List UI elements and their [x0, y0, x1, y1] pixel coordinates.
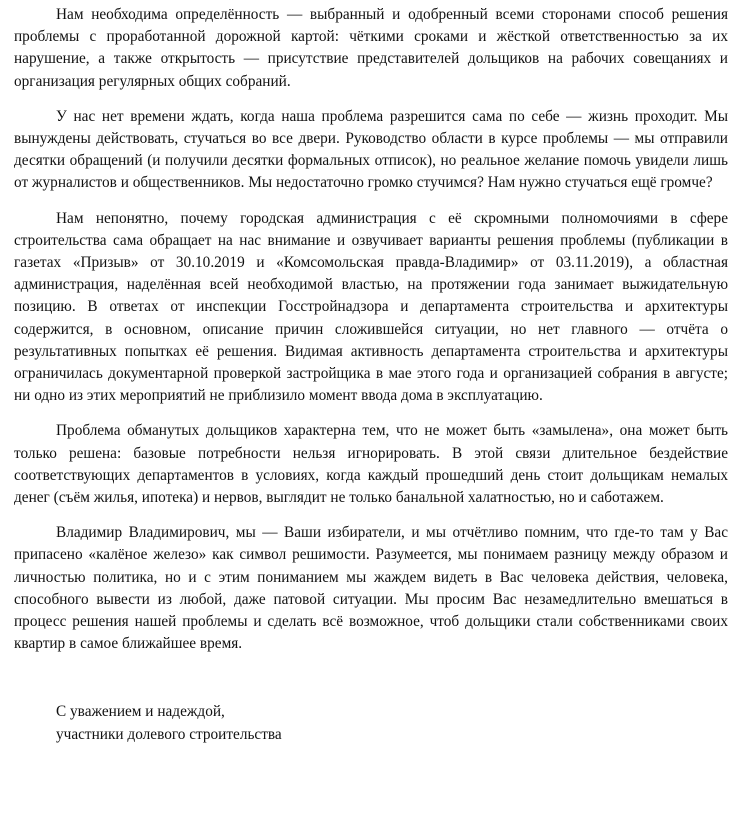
letter-body [14, 4, 728, 746]
paragraph-4: Проблема обманутых дольщиков характерна тем, что не может быть «замылена», она может быть только решена: базовые потребности нельзя игнорировать. В этой связи длительное бездействие соответствующих департаментов в условиях, когда каждый прошедший день стоит дольщикам немалых денег (съём жилья, ипотека) и нервов, выглядит не только банальной халатностью, но и саботажем. [14, 422, 728, 507]
closing-regards: С уважением и надеждой, [56, 703, 225, 721]
closing-block [14, 701, 728, 745]
paragraph-5: Владимир Владимирович, мы — Ваши избиратели, и мы отчётливо помним, что где-то там у Вас припасено «калёное железо» как символ решимости. Разумеется, мы понимаем разницу между образом и личностью политика, но и с этим пониманием мы жаждем видеть в Вас человека действия, человека, способного вывести из любой, даже патовой ситуации. Мы просим Вас незамедлительно вмешаться в процесс решения нашей проблемы и сделать всё возможное, чтоб дольщики стали собственниками своих квартир в самое ближайшее время. [14, 524, 728, 653]
paragraph-1: Нам необходима определённость — выбранный и одобренный всеми сторонами способ решения проблемы с проработанной дорожной картой: чёткими сроками и жёсткой ответственностью за их нарушение, а также открытость — присутствие представителей дольщиков на рабочих совещаниях и организация регулярных общих собраний. [14, 6, 728, 90]
paragraph-3: Нам непонятно, почему городская администрация с её скромными полномочиями в сфере строительства сама обращает на нас внимание и озвучивает варианты решения проблемы (публикации в газетах «Призыв» от 30.10.2019 и «Комсомольская правда-Владимир» от 03.11.2019), а областная администрация, наделённая всей необходимой властью, на протяжении года занимает выжидательную позицию. В ответах от инспекции Госстройнадзора и департамента строительства и архитектуры содержится, в основном, описание причин сложившейся ситуации, но нет главного — отчёта о результативных попытках её решения. Видимая активность департамента строительства и архитектуры ограничилась документарной проверкой застройщика в мае этого года и организацией собрания в августе; ни одно из этих мероприятий не приблизило момент ввода дома в эксплуатацию. [14, 209, 728, 405]
closing-signature: участники долевого строительства [56, 725, 282, 743]
paragraph-2: У нас нет времени ждать, когда наша проблема разрешится сама по себе — жизнь проходит. Мы вынуждены действовать, стучаться во все двери. Руководство области в курсе проблемы — мы отправили десятки обращений (и получили десятки формальных отписок), но реальное желание помочь увидели лишь от журналистов и общественников. Мы недостаточно громко стучимся? Нам нужно стучаться ещё громче? [14, 107, 728, 192]
